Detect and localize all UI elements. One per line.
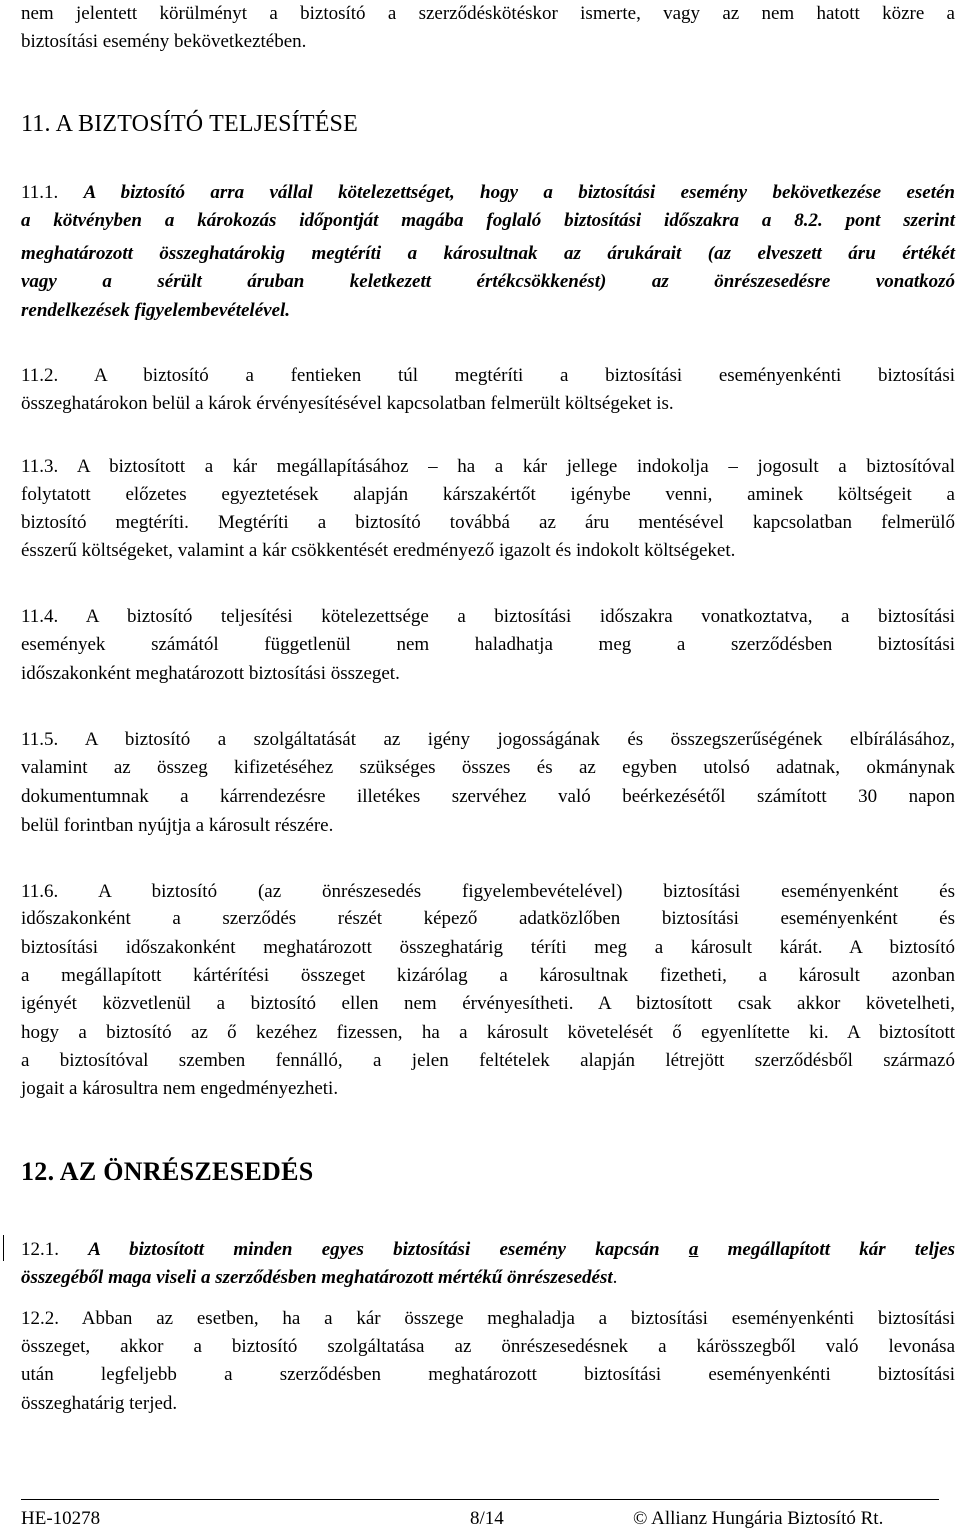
section-heading-12: 12. AZ ÖNRÉSZESEDÉS [21, 1157, 314, 1186]
paragraph-11-5-line: dokumentumnak a kárrendezésre illetékes szervéhez való beérkezésétől számított 30 napon [21, 786, 955, 807]
change-bar [3, 1235, 4, 1261]
paragraph-11-6-line: a megállapított kártérítési összeget kizárólag a károsultnak fizetheti, a károsult azonban [21, 965, 955, 986]
paragraph-11-2-line: 11.2. A biztosító a fentieken túl megtéríti a biztosítási eseményenkénti biztosítási [21, 365, 955, 386]
clause-text: megállapított kár teljes [698, 1239, 955, 1260]
paragraph-11-4-line: 11.4. A biztosító teljesítési kötelezettsége a biztosítási időszakra vonatkoztatva, a biztosítási [21, 606, 955, 627]
paragraph-11-1-line: a kötvényben a károkozás időpontját magába foglaló biztosítási időszakra a 8.2. pont szerint [21, 210, 955, 231]
paragraph-11-3-line: ésszerű költségeket, valamint a kár csökkentését eredményező igazolt és indokolt költségeket. [21, 540, 736, 561]
paragraph-11-4-line: események számától függetlenül nem haladhatja meg a szerződésben biztosítási [21, 634, 955, 655]
paragraph-11-1-line: meghatározott összeghatárokig megtéríti a károsultnak az árukárait (az elveszett áru értékét [21, 243, 955, 264]
footer-doc-id: HE-10278 [21, 1508, 101, 1529]
clause-text: összegéből maga viseli a szerződésben meghatározott mértékű önrészesedést [21, 1267, 613, 1288]
footer-rule [21, 1499, 939, 1500]
paragraph-11-3-line: 11.3. A biztosított a kár megállapításához – ha a kár jellege indokolja – jogosult a biztosítóval [21, 456, 955, 477]
paragraph-12-2-line: 12.2. Abban az esetben, ha a kár összege meghaladja a biztosítási eseményenkénti biztosítási [21, 1308, 955, 1329]
paragraph-11-5-line: 11.5. A biztosító a szolgáltatását az igény jogosságának és összegszerűségének elbírálásához, [21, 729, 955, 750]
paragraph-line: biztosítási esemény bekövetkeztében. [21, 31, 307, 52]
clause-number: 11.1. [21, 182, 84, 203]
paragraph-11-5-line: valamint az összeg kifizetéséhez szükséges összes és az egyben utolsó adatnak, okmánynak [21, 757, 955, 778]
paragraph-11-6-line: a biztosítóval szemben fennálló, a jelen feltételek alapján létrejött szerződésből származó [21, 1050, 955, 1071]
paragraph-12-2-line: után legfeljebb a szerződésben meghatározott biztosítási eseményenkénti biztosítási [21, 1364, 955, 1385]
paragraph-12-2-line: összeghatárig terjed. [21, 1393, 178, 1414]
paragraph-11-6-line: jogait a károsultra nem engedményezheti. [21, 1078, 339, 1099]
paragraph-12-1-line [21, 1264, 955, 1292]
paragraph-11-6-line: igényét közvetlenül a biztosító ellen nem érvényesítheti. A biztosított csak akkor követelheti, [21, 993, 955, 1014]
paragraph-11-2-line: összeghatárokon belül a károk érvényesítésével kapcsolatban felmerült költségeket is. [21, 393, 674, 414]
paragraph-11-3-line: biztosító megtéríti. Megtéríti a biztosító továbbá az áru mentésével kapcsolatban felmerülő [21, 512, 955, 533]
paragraph-12-1-line [21, 1236, 955, 1264]
section-heading-11: 11. A BIZTOSÍTÓ TELJESÍTÉSE [21, 111, 358, 137]
paragraph-11-6-line: hogy a biztosító az ő kezéhez fizessen, ha a károsult követelését ő egyenlítette ki. A biztosított [21, 1022, 955, 1043]
paragraph-11-3-line: folytatott előzetes egyeztetések alapján kárszakértőt igénybe venni, aminek költségeit a [21, 484, 955, 505]
paragraph-11-6-line: időszakonként a szerződés részét képező adatközlőben biztosítási eseményenként és [21, 908, 955, 929]
footer-page-number: 8/14 [470, 1508, 504, 1529]
clause-text: A biztosító arra vállal kötelezettséget, hogy a biztosítási esemény bekövetkezése esetén [83, 182, 955, 203]
clause-text-end: . [612, 1267, 618, 1288]
paragraph-11-6-line: biztosítási időszakonként meghatározott összeghatárig téríti meg a károsult kárát. A biztosító [21, 937, 955, 958]
clause-text: A biztosított minden egyes biztosítási esemény kapcsán [88, 1239, 689, 1260]
paragraph-11-5-line: belül forintban nyújtja a károsult részére. [21, 815, 334, 836]
paragraph-11-1-line: rendelkezések figyelembevételével. [21, 300, 291, 321]
clause-number: 12.1. [21, 1239, 89, 1260]
paragraph-12-2-line: összeget, akkor a biztosító szolgáltatása az önrészesedésnek a kárösszegből való levonása [21, 1336, 955, 1357]
paragraph-11-4-line: időszakonként meghatározott biztosítási összeget. [21, 663, 400, 684]
paragraph-11-1-line [21, 179, 955, 207]
paragraph-11-1-line: vagy a sérült áruban keletkezett értékcsökkenést) az önrészesedésre vonatkozó [21, 271, 955, 292]
clause-text-underlined: a [688, 1239, 699, 1260]
paragraph-11-6-line: 11.6. A biztosító (az önrészesedés figyelembevételével) biztosítási eseményenként és [21, 881, 955, 902]
footer-copyright: © Allianz Hungária Biztosító Rt. [633, 1508, 884, 1529]
paragraph-line: nem jelentett körülményt a biztosító a szerződéskötéskor ismerte, vagy az nem hatott közre a [21, 3, 955, 24]
